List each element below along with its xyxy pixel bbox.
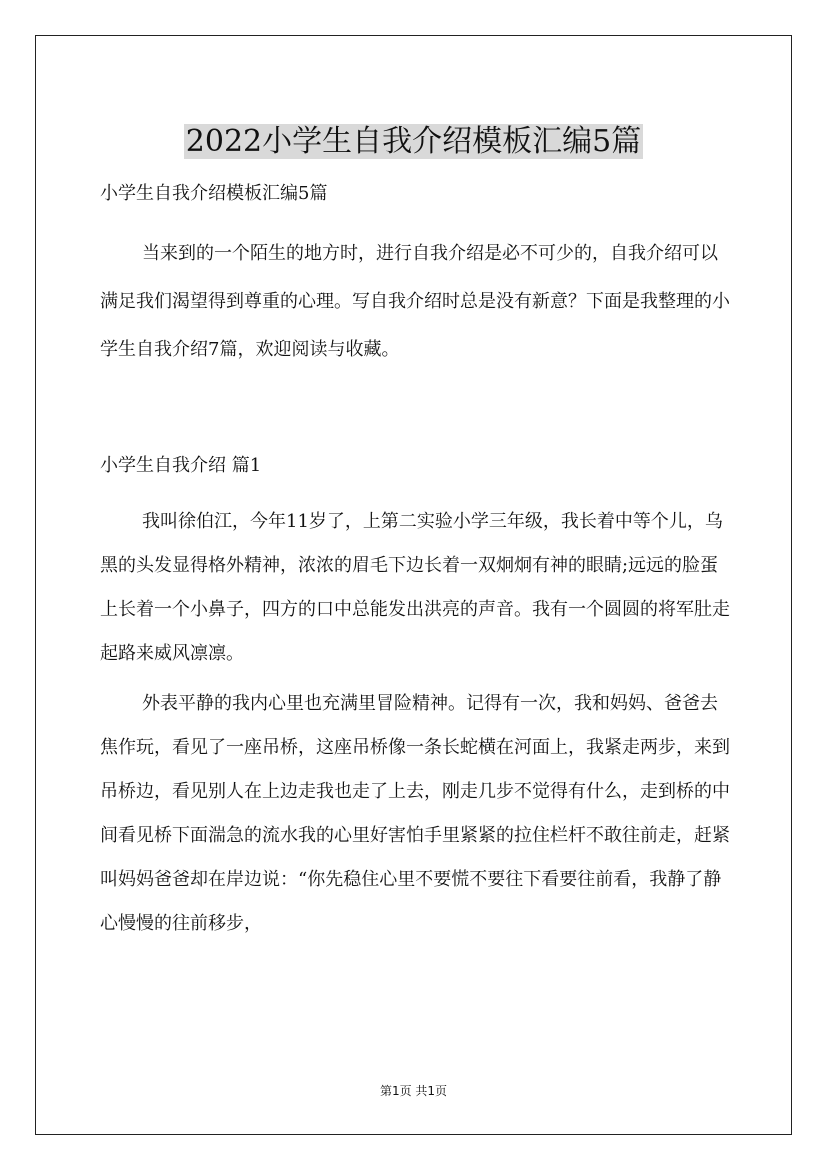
page-number-footer: 第1页 共1页: [379, 1084, 448, 1098]
body-paragraph: 外表平静的我内心里也充满里冒险精神。记得有一次，我和妈妈、爸爸去焦作玩，看见了一座吊桥，这座吊桥像一条长蛇横在河面上，我紧走两步，来到吊桥边，看见别人在上边走我也走了上去，刚走几步不觉得有什么，走到桥的中间看见桥下面湍急的流水我的心里好害怕手里紧紧的拉住栏杆不敢往前走，赶紧叫妈妈爸爸却在岸边说：“你先稳住心里不要慌不要往下看要往前看，我静了静心慢慢的往前移步，: [100, 693, 730, 934]
section-heading: 小学生自我介绍 篇1: [100, 455, 262, 476]
document-title-text: 2022小学生自我介绍模板汇编5篇: [185, 124, 642, 160]
document-subtitle: 小学生自我介绍模板汇编5篇: [100, 183, 328, 204]
body-paragraph: 我叫徐伯江，今年11岁了，上第二实验小学三年级，我长着中等个儿，乌黑的头发显得格外精神，浓浓的眉毛下边长着一双炯炯有神的眼睛;远远的脸蛋上长着一个小鼻子，四方的口中总能发出洪亮的声音。我有一个圆圆的将军肚走起路来威风凛凛。: [100, 511, 730, 664]
intro-paragraph: 当来到的一个陌生的地方时，进行自我介绍是必不可少的，自我介绍可以满足我们渴望得到尊重的心理。写自我介绍时总是没有新意？下面是我整理的小学生自我介绍7篇，欢迎阅读与收藏。: [100, 243, 730, 360]
document-title: [0, 120, 827, 164]
